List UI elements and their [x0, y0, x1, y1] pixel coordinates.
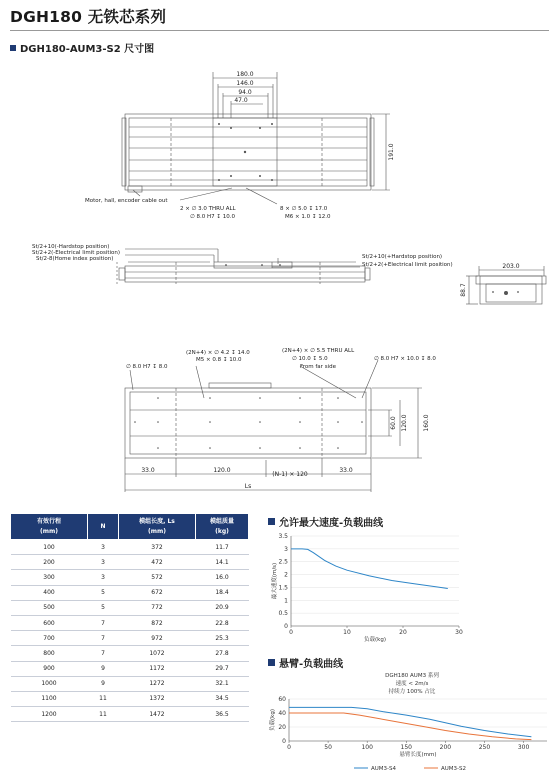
- dim-60: 60.0: [390, 416, 397, 430]
- label-minus-hardstop: St/2+10(-Hardstop position): [32, 244, 110, 250]
- series-line-aum3-s2: [289, 713, 531, 740]
- table-header-row: [11, 514, 249, 540]
- note-hole-left-2: ∅ 8.0 H7 ↧ 10.0: [190, 214, 236, 220]
- dim-146: 146.0: [236, 80, 254, 87]
- cell-stroke: 1100: [11, 691, 88, 706]
- dim-180: 180.0: [236, 71, 254, 78]
- table-row: [11, 615, 249, 630]
- table-row: [11, 691, 249, 706]
- cantilever-load-chart: [262, 668, 552, 776]
- cell-stroke: 200: [11, 555, 88, 570]
- cell-stroke: 600: [11, 615, 88, 630]
- cell-n: 11: [88, 691, 119, 706]
- cell-stroke: 300: [11, 570, 88, 585]
- table-row: [11, 646, 249, 661]
- speed-chart-title: 允许最大速度-负载曲线: [279, 518, 384, 529]
- header-length: 模组长度, Ls (mm): [119, 514, 196, 540]
- side-view-drawing: [0, 236, 559, 306]
- bullet-square-icon: [268, 659, 275, 666]
- x-tick-label: 30: [455, 629, 463, 636]
- x-tick-label: 10: [343, 629, 351, 636]
- x-tick-label: 50: [324, 744, 332, 751]
- table-row: [11, 676, 249, 691]
- x-axis-label: 悬臂长度(mm): [399, 752, 437, 758]
- table-row: [11, 585, 249, 600]
- y-tick-label: 0.5: [278, 610, 288, 618]
- series-line-aum3-s4: [289, 707, 531, 736]
- y-tick-label: 20: [278, 724, 286, 731]
- dim-191: 191.0: [388, 143, 395, 161]
- note-mid2-line1: (2N+4) × ∅ 5.5 THRU ALL: [282, 348, 355, 354]
- cell-mass: 27.8: [196, 646, 249, 661]
- cell-length: 872: [119, 615, 196, 630]
- cell-n: 7: [88, 646, 119, 661]
- cell-stroke: 800: [11, 646, 88, 661]
- x-tick-label: 150: [400, 744, 412, 751]
- cell-length: 1372: [119, 691, 196, 706]
- cell-n: 5: [88, 600, 119, 615]
- note-hole-left-1: 2 × ∅ 3.0 THRU ALL: [180, 206, 236, 212]
- dim-47: 47.0: [234, 97, 248, 104]
- cell-length: 772: [119, 600, 196, 615]
- legend-label: AUM3-S4: [371, 766, 397, 772]
- cell-length: 372: [119, 540, 196, 555]
- cell-n: 9: [88, 676, 119, 691]
- cell-mass: 29.7: [196, 661, 249, 676]
- cell-mass: 20.9: [196, 600, 249, 615]
- y-tick-label: 60: [278, 696, 286, 703]
- y-tick-label: 2.5: [278, 558, 288, 566]
- y-tick-label: 3: [284, 545, 288, 553]
- y-tick-label: 3.5: [278, 533, 288, 540]
- x-tick-label: 250: [478, 744, 491, 751]
- top-view-drawing: [0, 0, 559, 230]
- note-mid2-line3: From far side: [300, 364, 336, 370]
- cell-n: 3: [88, 555, 119, 570]
- cell-mass: 36.5: [196, 707, 249, 722]
- bottom-view-drawing: [0, 340, 559, 495]
- cell-stroke: 700: [11, 631, 88, 646]
- page-title: DGH180 无铁芯系列: [10, 8, 167, 26]
- cell-mass: 25.3: [196, 631, 249, 646]
- cell-n: 3: [88, 540, 119, 555]
- cell-length: 1472: [119, 707, 196, 722]
- table-row: [11, 555, 249, 570]
- dim-33-left: 33.0: [141, 467, 155, 474]
- y-tick-label: 1: [284, 597, 288, 605]
- cell-stroke: 1000: [11, 676, 88, 691]
- dim-ls: Ls: [244, 483, 252, 490]
- chart-annotation: 速度 < 2m/s: [395, 681, 429, 687]
- y-tick-label: 0: [282, 738, 286, 745]
- series-line-1: [291, 549, 448, 589]
- dim-203: 203.0: [502, 263, 520, 270]
- x-axis-label: 负载(kg): [364, 637, 386, 643]
- dim-n-minus-1: (N-1) × 120: [272, 471, 308, 478]
- cell-stroke: 500: [11, 600, 88, 615]
- label-minus-limit: St/2+2(-Electrical limit position): [32, 250, 121, 256]
- cell-length: 572: [119, 570, 196, 585]
- bullet-square-icon: [268, 518, 275, 525]
- table-row: [11, 570, 249, 585]
- header-mass: 模组质量 (kg): [196, 514, 249, 540]
- cell-mass: 32.1: [196, 676, 249, 691]
- cell-n: 3: [88, 570, 119, 585]
- cell-length: 1272: [119, 676, 196, 691]
- x-tick-label: 200: [439, 744, 452, 751]
- note-mid1-line2: M5 × 0.8 ↧ 10.0: [196, 357, 242, 363]
- cell-stroke: 1200: [11, 707, 88, 722]
- cell-mass: 11.7: [196, 540, 249, 555]
- note-mid1-line1: (2N+4) × ∅ 4.2 ↧ 14.0: [186, 350, 250, 356]
- speed-load-chart: [262, 528, 462, 646]
- table-row: [11, 631, 249, 646]
- dim-120-horizontal: 120.0: [213, 467, 231, 474]
- cell-length: 672: [119, 585, 196, 600]
- y-axis-label: 负载(kg): [270, 709, 276, 731]
- cell-stroke: 900: [11, 661, 88, 676]
- cell-mass: 14.1: [196, 555, 249, 570]
- cell-stroke: 400: [11, 585, 88, 600]
- speed-chart-heading: [268, 514, 383, 529]
- chart-annotation: DGH180 AUM3 系列: [385, 673, 439, 679]
- x-tick-label: 0: [287, 744, 291, 751]
- cell-n: 5: [88, 585, 119, 600]
- cell-mass: 34.5: [196, 691, 249, 706]
- table-row: [11, 707, 249, 722]
- table-row: [11, 540, 249, 555]
- cell-stroke: 100: [11, 540, 88, 555]
- label-plus-limit: St/2+2(+Electrical limit position): [362, 262, 453, 268]
- y-tick-label: 1.5: [278, 584, 288, 592]
- x-tick-label: 20: [399, 629, 407, 636]
- y-tick-label: 0: [284, 623, 288, 630]
- header-n: N: [88, 514, 119, 540]
- label-home-index: St/2-8(Home index position): [36, 256, 114, 262]
- cell-n: 11: [88, 707, 119, 722]
- cell-mass: 16.0: [196, 570, 249, 585]
- dim-94: 94.0: [238, 89, 252, 96]
- legend-label: AUM3-S2: [441, 766, 467, 772]
- x-tick-label: 100: [361, 744, 373, 751]
- cell-length: 1172: [119, 661, 196, 676]
- chart-annotation: 持续力 100% 占比: [388, 689, 436, 695]
- header-stroke: 有效行程 (mm): [11, 514, 88, 540]
- cantilever-chart-title: 悬臂-负载曲线: [279, 659, 344, 670]
- dim-160: 160.0: [423, 414, 430, 432]
- label-plus-hardstop: St/2+10(+Hardstop position): [362, 254, 443, 260]
- drawing-subtitle-text: DGH180-AUM3-S2 尺寸图: [20, 44, 155, 55]
- dim-88-7: 88.7: [460, 283, 467, 297]
- cell-n: 9: [88, 661, 119, 676]
- cell-n: 7: [88, 631, 119, 646]
- note-cable-out: Motor, hall, encoder cable out: [85, 198, 168, 204]
- note-hole-right-2: M6 × 1.0 ↧ 12.0: [285, 214, 331, 220]
- cell-n: 7: [88, 615, 119, 630]
- note-hole-right-1: 8 × ∅ 5.0 ↧ 17.0: [280, 206, 328, 212]
- note-dowel-left: ∅ 8.0 H7 ↧ 8.0: [126, 364, 168, 370]
- y-tick-label: 40: [278, 710, 286, 717]
- cell-length: 472: [119, 555, 196, 570]
- note-dowel-right: ∅ 8.0 H7 × 10.0 ↧ 8.0: [374, 356, 436, 362]
- dim-33-right: 33.0: [339, 467, 353, 474]
- cell-length: 972: [119, 631, 196, 646]
- x-tick-label: 0: [289, 629, 293, 636]
- cell-mass: 18.4: [196, 585, 249, 600]
- spec-table: [10, 513, 249, 722]
- note-mid2-line2: ∅ 10.0 ↧ 5.0: [292, 356, 328, 362]
- x-tick-label: 300: [517, 744, 530, 751]
- cell-length: 1072: [119, 646, 196, 661]
- table-body: [11, 540, 249, 722]
- dim-120-vertical: 120.0: [401, 414, 408, 432]
- table-row: [11, 661, 249, 676]
- y-axis-label: 最大速度(m/s): [272, 562, 278, 600]
- cell-mass: 22.8: [196, 615, 249, 630]
- y-tick-label: 2: [284, 571, 288, 579]
- table-row: [11, 600, 249, 615]
